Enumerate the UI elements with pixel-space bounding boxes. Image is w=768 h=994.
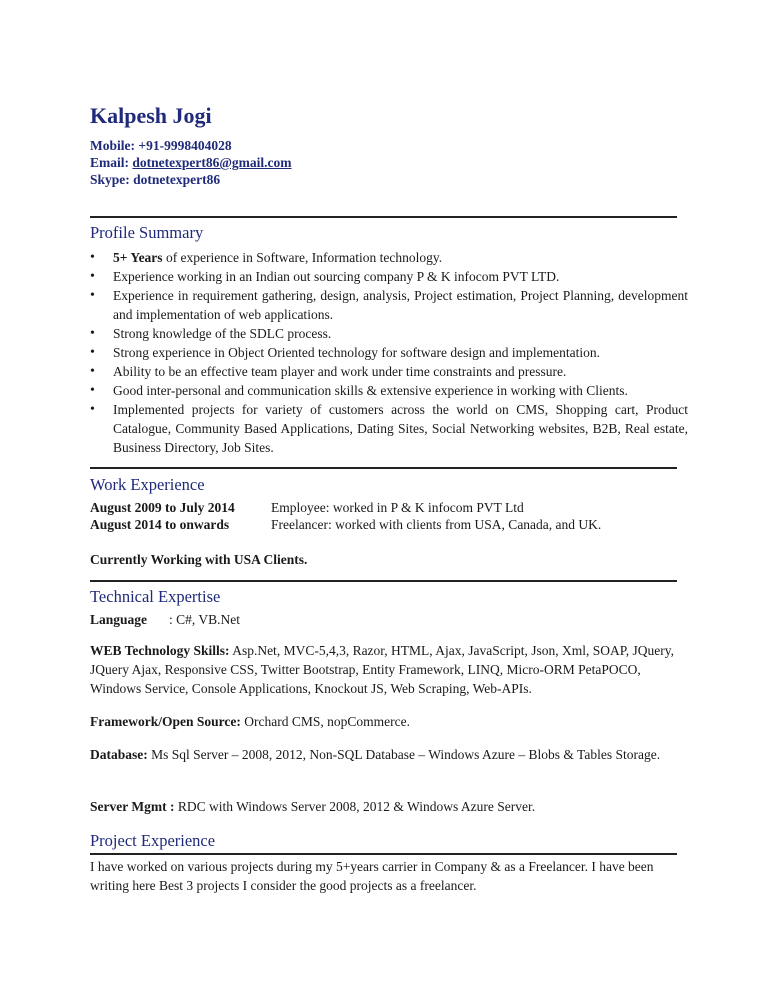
mobile-number: +91-9998404028 (138, 138, 232, 153)
work-period: August 2009 to July 2014 (90, 500, 235, 515)
work-detail: Freelancer: worked with clients from USA, Canada, and UK. (271, 517, 602, 532)
server-value: RDC with Windows Server 2008, 2012 & Windows Azure Server. (174, 799, 536, 814)
server-label: Server Mgmt : (90, 799, 175, 814)
list-item: • Implemented projects for variety of customers across the world on CMS, Shopping cart, Product Catalogue, Community Based Applications, Dating Sites, Social Networking websites, B2B, Real estate, Business Directory, Job Sites. (90, 400, 688, 457)
technical-expertise-heading: Technical Expertise (90, 587, 221, 606)
list-item: • Experience working in an Indian out sourcing company P & K infocom PVT LTD. (90, 267, 688, 286)
list-item: • Strong knowledge of the SDLC process. (90, 324, 688, 343)
section-divider (90, 853, 677, 855)
database-value: Ms Sql Server – 2008, 2012, Non-SQL Database – Windows Azure – Blobs & Tables Storage. (147, 747, 661, 762)
work-row (90, 515, 601, 534)
skype-label: Skype: (90, 172, 130, 187)
experience-years: 5+ Years (113, 250, 163, 265)
list-item: • Good inter-personal and communication skills & extensive experience in working with Clients. (90, 381, 688, 400)
email-label: Email: (90, 155, 129, 170)
section-divider (90, 216, 677, 218)
email-line (90, 154, 292, 171)
framework-line (90, 712, 685, 731)
profile-summary-heading: Profile Summary (90, 223, 204, 242)
language-line (90, 610, 685, 629)
project-intro: I have worked on various projects during my 5+years carrier in Company & as a Freelancer. I have been writing here Best 3 projects I consider the good projects as a freelancer. (90, 859, 654, 893)
work-experience-heading: Work Experience (90, 475, 205, 494)
database-paragraph (90, 745, 685, 764)
project-experience-heading: Project Experience (90, 831, 216, 850)
work-detail: Employee: worked in P & K infocom PVT Ltd (271, 500, 524, 515)
mobile-label: Mobile: (90, 138, 135, 153)
server-line (90, 797, 685, 816)
list-item (90, 248, 688, 267)
experience-text: of experience in Software, Information technology. (162, 250, 443, 265)
work-period: August 2014 to onwards (90, 517, 230, 532)
candidate-name: Kalpesh Jogi (90, 103, 212, 128)
current-clients-note: Currently Working with USA Clients. (90, 552, 308, 567)
mobile-line (90, 137, 292, 154)
list-item: • Experience in requirement gathering, design, analysis, Project estimation, Project Planning, development and implementation of web applications. (90, 286, 688, 324)
language-value: : C#, VB.Net (169, 612, 241, 627)
language-label: Language (90, 612, 148, 627)
skype-line (90, 171, 292, 188)
contact-block (90, 137, 292, 188)
framework-label: Framework/Open Source: (90, 714, 241, 729)
web-skills-label: WEB Technology Skills: (90, 643, 230, 658)
list-item: • Ability to be an effective team player and work under time constraints and pressure. (90, 362, 688, 381)
web-skills-paragraph (90, 641, 685, 698)
list-item: • Strong experience in Object Oriented technology for software design and implementation. (90, 343, 688, 362)
email-link[interactable]: dotnetexpert86@gmail.com (132, 155, 292, 170)
database-label: Database: (90, 747, 148, 762)
profile-summary-list (90, 248, 688, 457)
skype-id: dotnetexpert86 (133, 172, 221, 187)
framework-value: Orchard CMS, nopCommerce. (240, 714, 410, 729)
section-divider (90, 467, 677, 469)
web-skills-value: Asp.Net, MVC-5,4,3, Razor, HTML, Ajax, JavaScript, Json, Xml, SOAP, JQuery, JQuery Ajax, Responsive CSS, Twitter Bootstrap, Entity Framework, LINQ, Micro-ORM PetaPOCO, Windows Service, Console Applications, Knockout JS, Web Scraping, Web-APIs. (90, 643, 675, 696)
section-divider (90, 580, 677, 582)
